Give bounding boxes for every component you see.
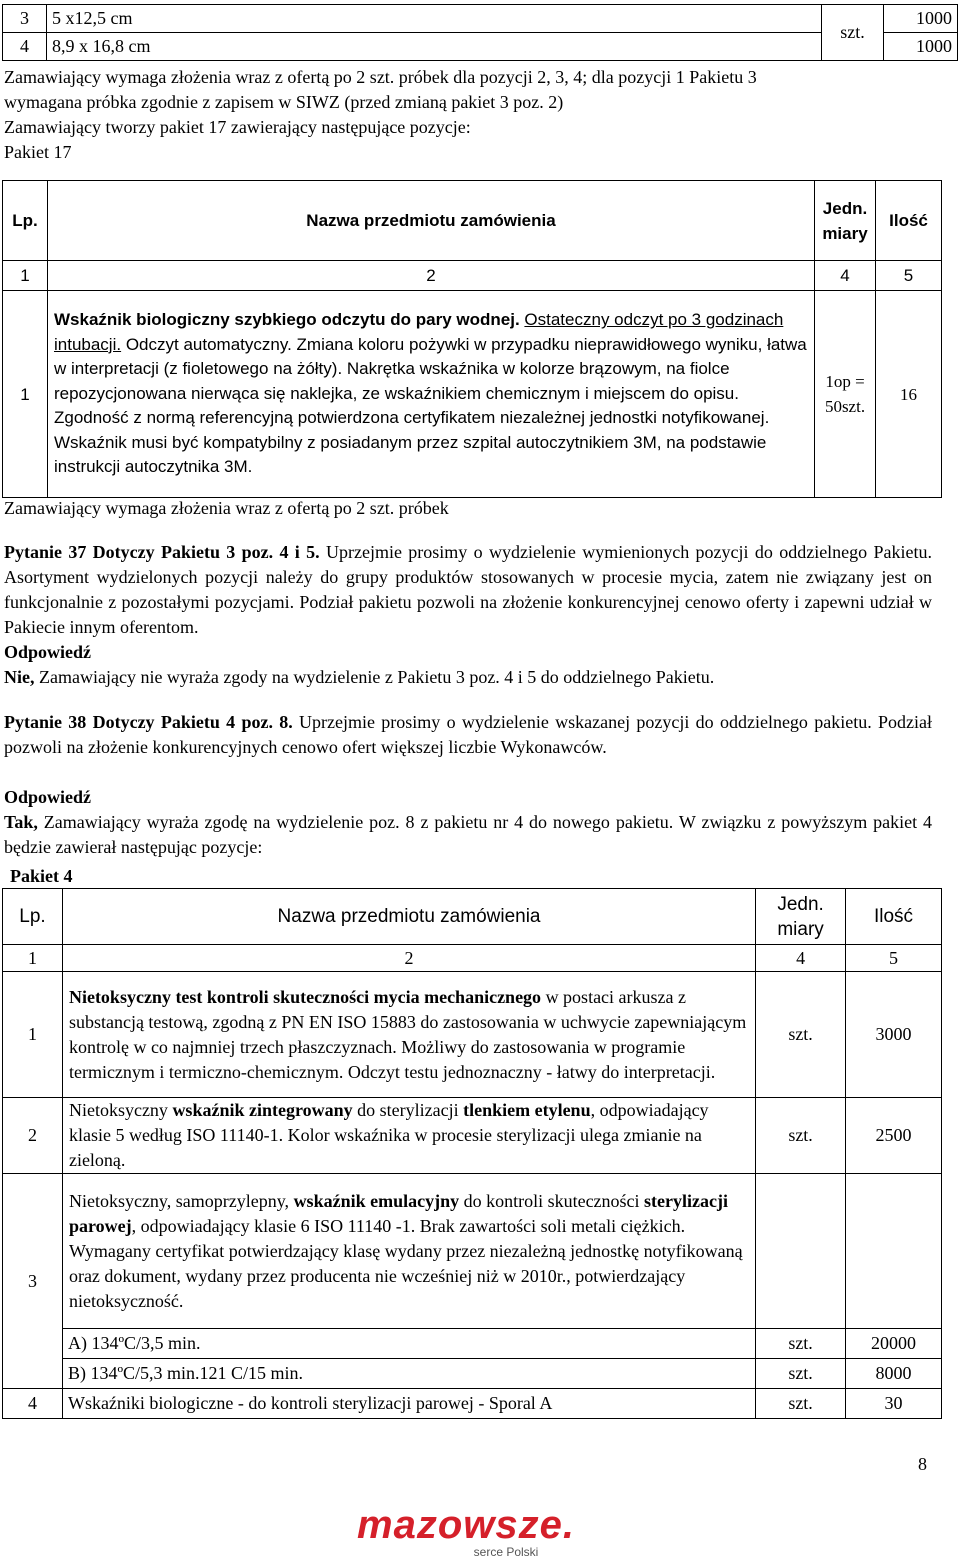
col-header-lp: Lp.: [3, 889, 63, 945]
col-header-qty: Ilość: [846, 889, 942, 945]
row-qty-empty: [846, 1174, 942, 1329]
col-number: 4: [815, 261, 876, 291]
row-variant-name: B) 134ºC/5,3 min.121 C/15 min.: [62, 1359, 755, 1389]
top-table-lp: 3: [3, 5, 47, 33]
row-qty: 3000: [846, 972, 942, 1098]
question-38: Pytanie 38 Dotyczy Pakietu 4 poz. 8. Uprzejmie prosimy o wydzielenie wskazanej pozycji do oddzielnego pakietu. Podział pozwoli na złożenie konkurencyjnych cenowo ofert większej liczbie Wykonawców.: [4, 712, 932, 757]
top-table-qty: 1000: [884, 33, 958, 61]
col-header-unit: Jedn. miary: [815, 181, 876, 261]
intro-line: wymagana próbka zgodnie z zapisem w SIWZ (przed zmianą pakiet 3 poz. 2): [4, 92, 564, 112]
intro-line: Zamawiający tworzy pakiet 17 zawierający następujące pozycje:: [4, 117, 471, 137]
row-description: Nietoksyczny wskaźnik zintegrowany do sterylizacji tlenkiem etylenu, odpowiadający klasie 5 według ISO 11140-1. Kolor wskaźnika w procesie sterylizacji ulega zmianie na zieloną.: [62, 1098, 755, 1174]
row-unit: szt.: [756, 1329, 846, 1359]
top-table: [2, 4, 958, 61]
top-table-name: 5 x12,5 cm: [46, 5, 821, 33]
row-description: Wskaźniki biologiczne - do kontroli sterylizacji parowej - Sporal A: [62, 1389, 755, 1419]
row-description: Nietoksyczny test kontroli skuteczności mycia mechanicznego w postaci arkusza z substancją testową, zgodną z PN EN ISO 15883 do zastosowania w uchwycie zapewniającym kontrolę w co najmniej trzech płaszczyznach. Możliwy do zastosowania w programie termicznym i termiczno-chemicznym. Odczyt testu jednoznaczny - łatwy do interpretacji.: [62, 972, 755, 1098]
package-17-title: Pakiet 17: [4, 142, 72, 162]
row-unit-empty: [756, 1174, 846, 1329]
row-qty: 16: [876, 291, 942, 498]
row-unit: 1op = 50szt.: [815, 291, 876, 498]
col-number: 2: [47, 261, 814, 291]
col-header-unit: Jedn. miary: [756, 889, 846, 945]
package-4-title: Pakiet 4: [10, 866, 73, 886]
col-number: 5: [876, 261, 942, 291]
row-qty: 30: [846, 1389, 942, 1419]
logo-subtitle: serce Polski: [473, 1545, 539, 1559]
question-37: Pytanie 37 Dotyczy Pakietu 3 poz. 4 i 5. Uprzejmie prosimy o wydzielenie wymienionych pozycji do oddzielnego Pakietu. Asortyment wydzielonych pozycji należy do grupy produktów stosowanych w procesie mycia, zatem nie związany jest on funkcjonalnie z pozostałymi pozycjami. Podział pakietu pozwoli na złożenie konkurencyjnej cenowo oferty i zapewni udział w Pakiecie innym oferentom.: [4, 542, 932, 637]
row-lp: 1: [3, 972, 63, 1098]
package-4-table: [2, 888, 942, 1419]
col-number: 1: [3, 261, 48, 291]
answer-38: Tak, Zamawiający wyraża zgodę na wydzielenie poz. 8 z pakietu nr 4 do nowego pakietu. W związku z powyższym pakiet 4 będzie zawierał następując pozycje:: [4, 812, 932, 857]
samples-note: Zamawiający wymaga złożenia wraz z ofertą po 2 szt. próbek: [4, 498, 449, 518]
col-header-name: Nazwa przedmiotu zamówienia: [62, 889, 755, 945]
row-unit: szt.: [756, 972, 846, 1098]
col-number: 2: [62, 945, 755, 972]
col-number: 1: [3, 945, 63, 972]
row-unit: szt.: [756, 1359, 846, 1389]
row-description: Wskaźnik biologiczny szybkiego odczytu do pary wodnej. Ostateczny odczyt po 3 godzinach intubacji. Odczyt automatyczny. Zmiana koloru pożywki w przypadku nieprawidłowego wyniku, łatwa w interpretacji (z fioletowego na żółty). Nakrętka wskaźnika w kolorze brązowym, na fiolce repozycjonowana nierwąca się naklejka, ze wskaźnikiem chemicznym i miejscem do opisu. Zgodność z normą referencyjną potwierdzona certyfikatem niezależnej jednostki notyfikowanej. Wskaźnik musi być kompatybilny z posiadanym przez szpital autoczytnikiem 3M, na podstawie instrukcji autoczytnika 3M.: [47, 291, 814, 498]
answer-label: Odpowiedź: [4, 787, 92, 807]
row-lp: 3: [3, 1174, 63, 1389]
col-header-lp: Lp.: [3, 181, 48, 261]
row-variant-name: A) 134ºC/3,5 min.: [62, 1329, 755, 1359]
logo-text: mazowsze.: [357, 1503, 575, 1547]
answer-37: Nie, Zamawiający nie wyraża zgody na wydzielenie z Pakietu 3 poz. 4 i 5 do oddzielnego Pakietu.: [4, 667, 715, 687]
col-header-name: Nazwa przedmiotu zamówienia: [47, 181, 814, 261]
row-qty: 8000: [846, 1359, 942, 1389]
top-table-name: 8,9 x 16,8 cm: [46, 33, 821, 61]
intro-line: Zamawiający wymaga złożenia wraz z ofertą po 2 szt. próbek dla pozycji 2, 3, 4; dla pozycji 1 Pakietu 3: [4, 67, 757, 87]
mazowsze-logo: [346, 1505, 586, 1559]
row-lp: 4: [3, 1389, 63, 1419]
page-number: 8: [918, 1454, 927, 1474]
top-table-qty: 1000: [884, 5, 958, 33]
col-number: 5: [846, 945, 942, 972]
row-lp: 1: [3, 291, 48, 498]
top-table-lp: 4: [3, 33, 47, 61]
package-17-table: [2, 180, 942, 498]
row-description: Nietoksyczny, samoprzylepny, wskaźnik emulacyjny do kontroli skuteczności sterylizacji parowej, odpowiadający klasie 6 ISO 11140 -1. Brak zawartości soli metali ciężkich. Wymagany certyfikat potwierdzający klasę wydany przez niezależną jednostkę notyfikowaną oraz dokument, wydany przez producenta nie wcześniej niż w 2010r., potwierdzający nietoksyczność.: [62, 1174, 755, 1329]
row-qty: 20000: [846, 1329, 942, 1359]
answer-label: Odpowiedź: [4, 642, 92, 662]
col-number: 4: [756, 945, 846, 972]
row-unit: szt.: [756, 1098, 846, 1174]
col-header-qty: Ilość: [876, 181, 942, 261]
row-unit: szt.: [756, 1389, 846, 1419]
row-lp: 2: [3, 1098, 63, 1174]
top-table-unit: szt.: [822, 5, 884, 61]
row-qty: 2500: [846, 1098, 942, 1174]
